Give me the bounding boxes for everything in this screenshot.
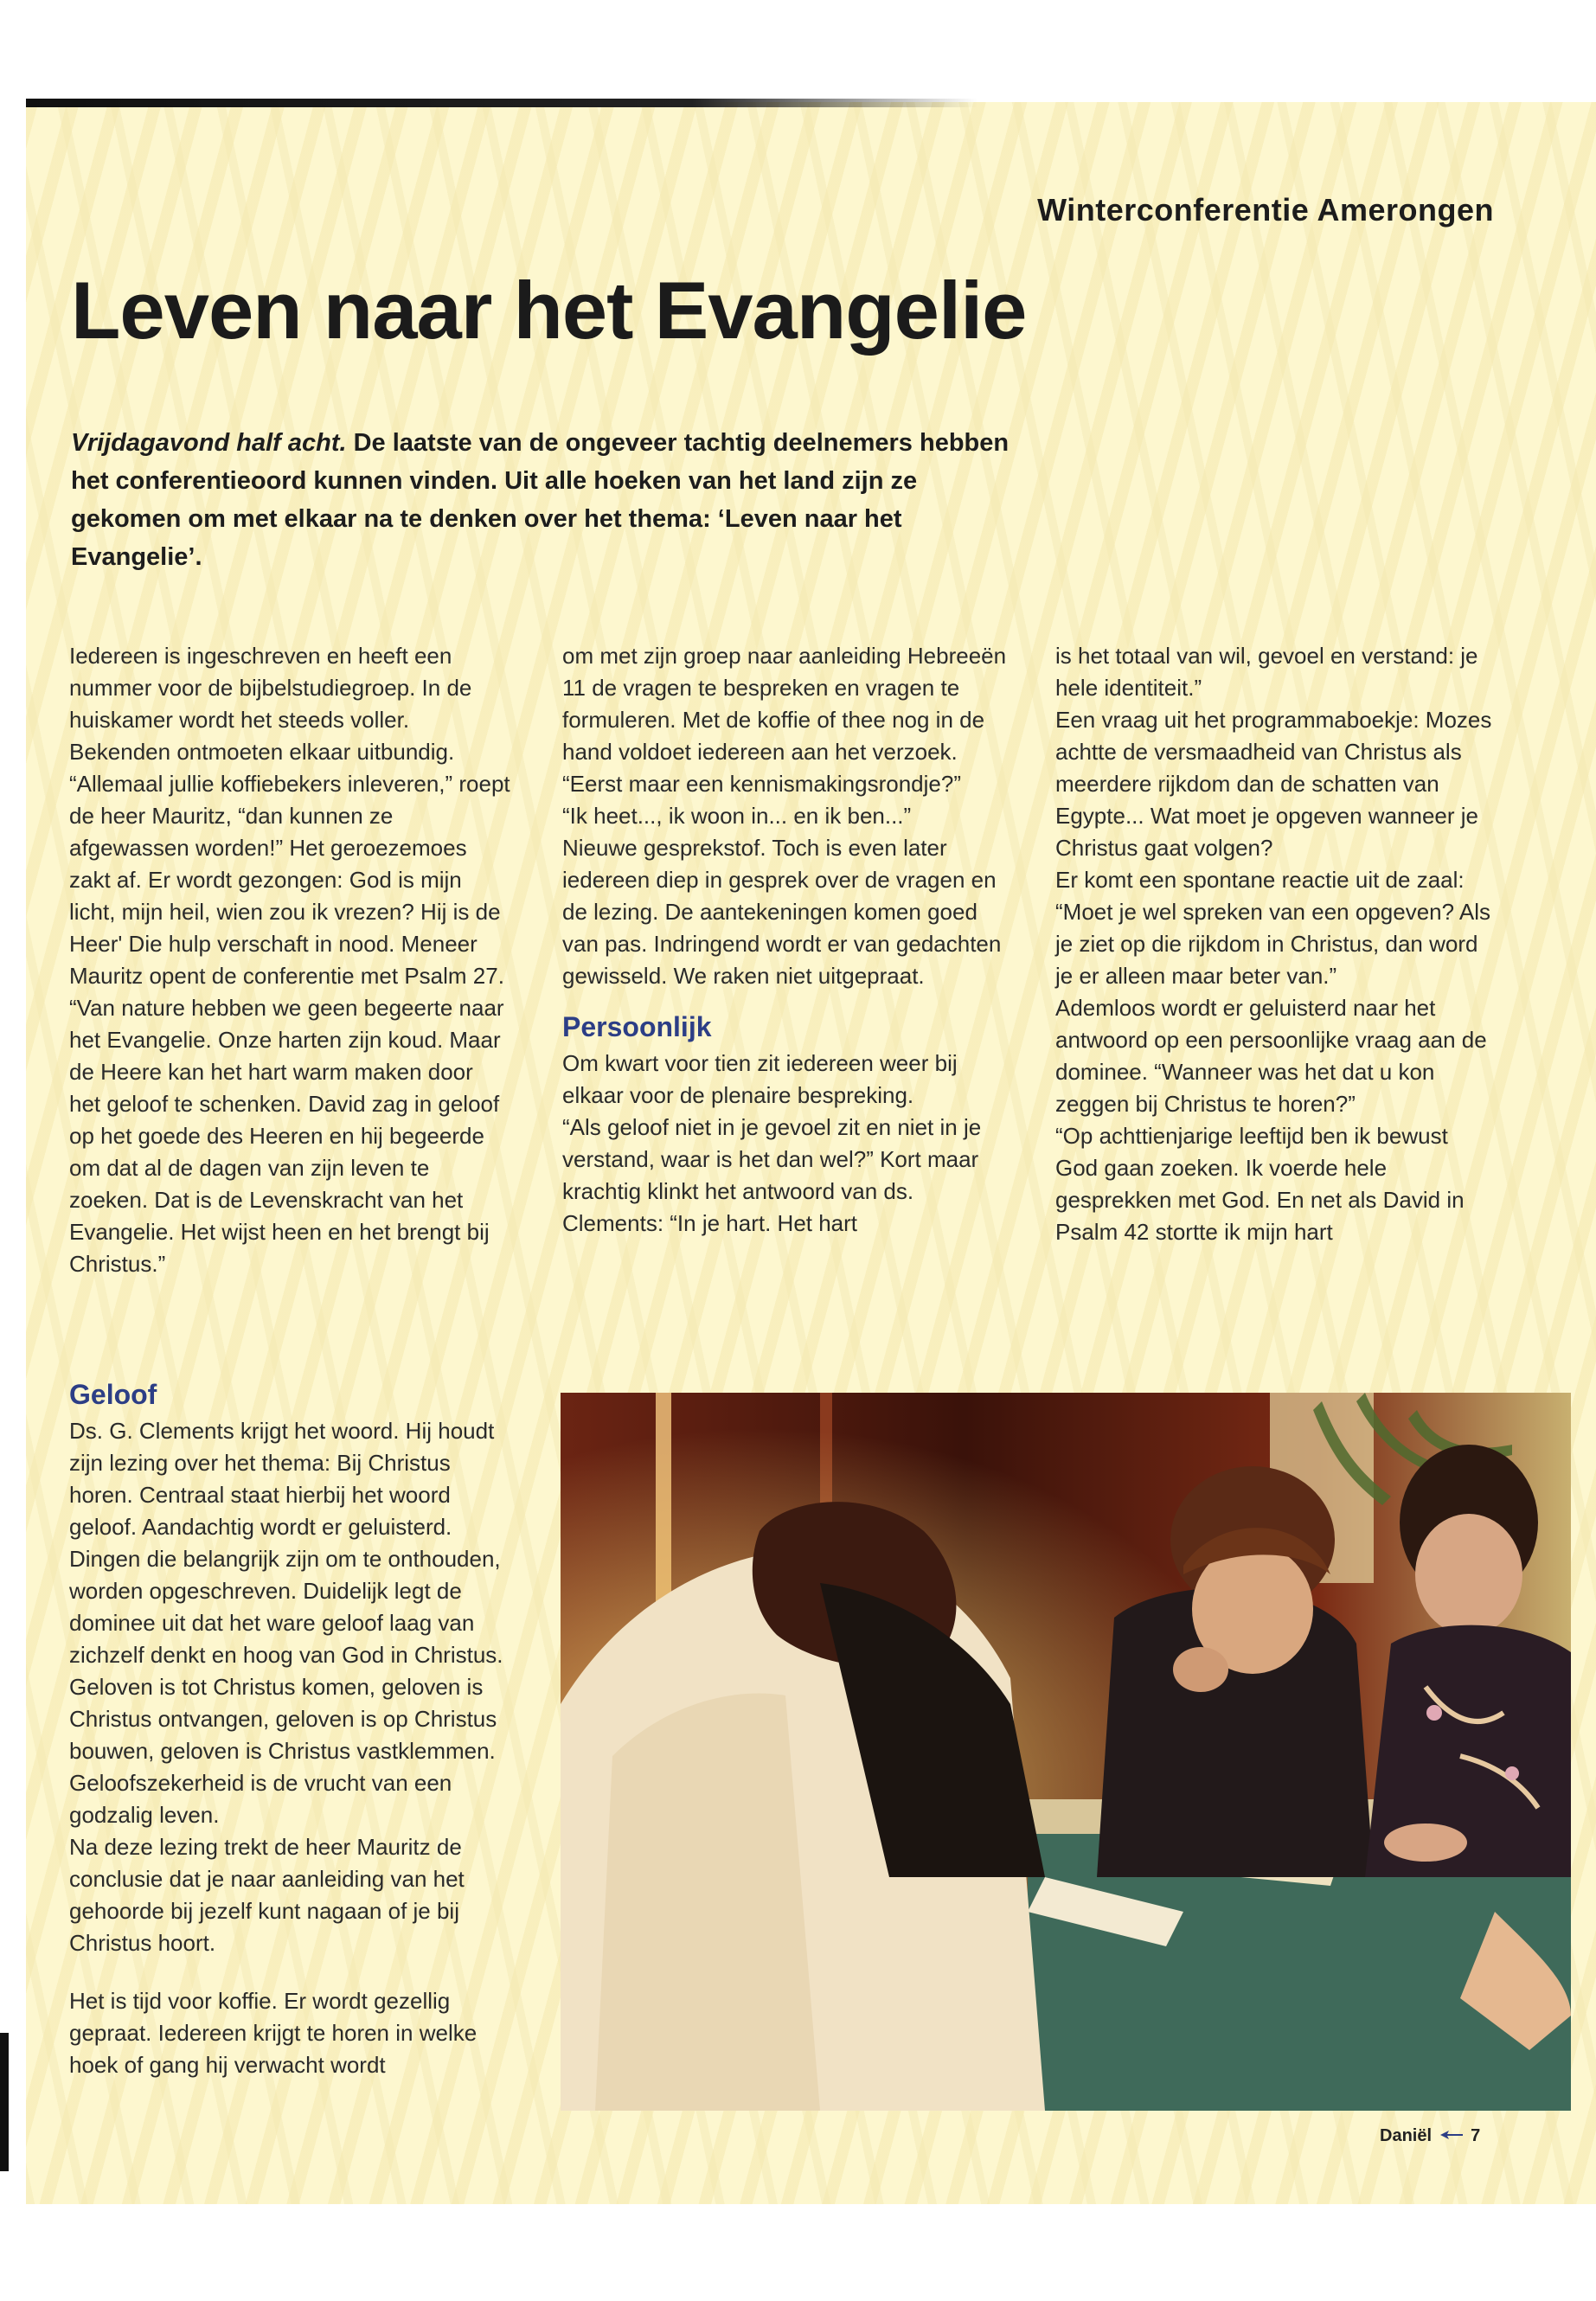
col2-p5: Om kwart voor tien zit iedereen weer bij elkaar voor de plenaire bespreking. xyxy=(562,1050,958,1108)
heading-geloof: Geloof xyxy=(69,1379,157,1410)
intro-italic: Vrijdagavond half acht. xyxy=(71,429,347,457)
col3-p2: Een vraag uit het programmaboekje: Mozes achtte de versmaadheid van Christus als meerdere rijkdom dan de schatten van Egypte... Wat moet je opgeven wanneer je Christus gaat volgen? xyxy=(1055,707,1492,861)
magazine-name: Daniël xyxy=(1380,2126,1433,2145)
col2-p1: om met zijn groep naar aanleiding Hebreeën 11 de vragen te bespreken en vragen te formuleren. Met de koffie of thee nog in de hand voldoet iedereen aan het verzoek. xyxy=(562,643,1007,765)
col2-p6: “Als geloof niet in je gevoel zit en niet in je verstand, waar is het dan wel?” Kort maar krachtig klinkt het antwoord van ds. Clements: “In je hart. Het hart xyxy=(562,1114,982,1236)
column-1 xyxy=(69,640,510,1280)
col3-p5: “Op achttienjarige leeftijd ben ik bewust God gaan zoeken. Ik voerde hele gesprekken met God. En net als David in Psalm 42 stortte ik mijn hart xyxy=(1055,1123,1465,1245)
col3-p1: is het totaal van wil, gevoel en verstand: je hele identiteit.” xyxy=(1055,643,1478,701)
edge-mark xyxy=(0,2033,9,2171)
col1-p3: Na deze lezing trekt de heer Mauritz de conclusie dat je naar aanleiding van het gehoorde bij jezelf kunt nagaan of je bij Christus hoort. xyxy=(69,1834,465,1956)
intro-text: De laatste van de ongeveer tachtig deelnemers hebben het conferentieoord kunnen vinden. Uit alle hoeken van het land zijn ze gekomen om met elkaar na te denken over het thema: ‘Leven naar het Evangelie’. xyxy=(71,429,1010,571)
page-number: 7 xyxy=(1471,2126,1481,2145)
col3-p3: Er komt een spontane reactie uit de zaal: “Moet je wel spreken van een opgeven? Als je ziet op die rijkdom in Christus, dan word je er alleen maar beter van.” xyxy=(1055,867,1490,989)
page-footer xyxy=(1380,2126,1480,2146)
col2-p4: Nieuwe gesprekstof. Toch is even later iedereen diep in gesprek over de vragen en de lezing. De aantekeningen komen goed van pas. Indringend wordt er van gedachten gewisseld. We raken niet uitgepraat. xyxy=(562,835,1002,989)
column-2 xyxy=(562,640,1012,1240)
col2-p2: “Eerst maar een kennismakingsrondje?” xyxy=(562,771,961,797)
col1-p4: Het is tijd voor koffie. Er wordt gezellig gepraat. Iedereen krijgt te horen in welke hoek of gang hij verwacht wordt xyxy=(69,1988,478,2078)
heading-persoonlijk: Persoonlijk xyxy=(562,1011,712,1042)
col3-p4: Ademloos wordt er geluisterd naar het antwoord op een persoonlijke vraag aan de dominee. “Wanneer was het dat u kon zeggen bij Christus te horen?” xyxy=(1055,995,1487,1117)
article-title: Leven naar het Evangelie xyxy=(71,265,1027,356)
col1-paragraph: Iedereen is ingeschreven en heeft een nummer voor de bijbelstudiegroep. In de huiskamer wordt het steeds voller. Bekenden ontmoeten elkaar uitbundig. “Allemaal jullie koffiebekers inleveren,” roept de heer Mauritz, “dan kunnen ze afgewassen worden!” Het geroezemoes zakt af. Er wordt gezongen: God is mijn licht, mijn heil, wien zou ik vrezen? Hij is de Heer' Die hulp verschaft in nood. Meneer Mauritz opent de conferentie met Psalm 27. “Van nature hebben we geen begeerte naar het Evangelie. Onze harten zijn koud. Maar de Heere kan het hart warm maken door het geloof te schenken. David zag in geloof op het goede des Heeren en hij begeerde om dat al de dagen van zijn leven te zoeken. Dat is de Levenskracht van het Evangelie. Het wijst heen en het brengt bij Christus.” xyxy=(69,643,510,1277)
top-rule xyxy=(26,99,977,107)
study-group-illustration xyxy=(561,1393,1571,2111)
column-3 xyxy=(1055,640,1497,1248)
photo-study-group xyxy=(561,1393,1571,2111)
col2-p3: “Ik heet..., ik woon in... en ik ben...” xyxy=(562,803,912,829)
article-intro xyxy=(71,424,1014,576)
section-kicker: Winterconferentie Amerongen xyxy=(1037,192,1494,228)
arrow-icon xyxy=(1440,2131,1463,2139)
column-1-lower xyxy=(69,1360,519,2081)
col1-p2: Ds. G. Clements krijgt het woord. Hij houdt zijn lezing over het thema: Bij Christus horen. Centraal staat hierbij het woord geloof. Aandachtig wordt er geluisterd. Dingen die belangrijk zijn om te onthouden, worden opgeschreven. Duidelijk legt de dominee uit dat het ware geloof laag van zichzelf denkt en hoog van God in Christus. Geloven is tot Christus komen, geloven is Christus ontvangen, geloven is op Christus bouwen, geloven is Christus vastklemmen. Geloofszekerheid is de vrucht van een godzalig leven. xyxy=(69,1418,503,1828)
